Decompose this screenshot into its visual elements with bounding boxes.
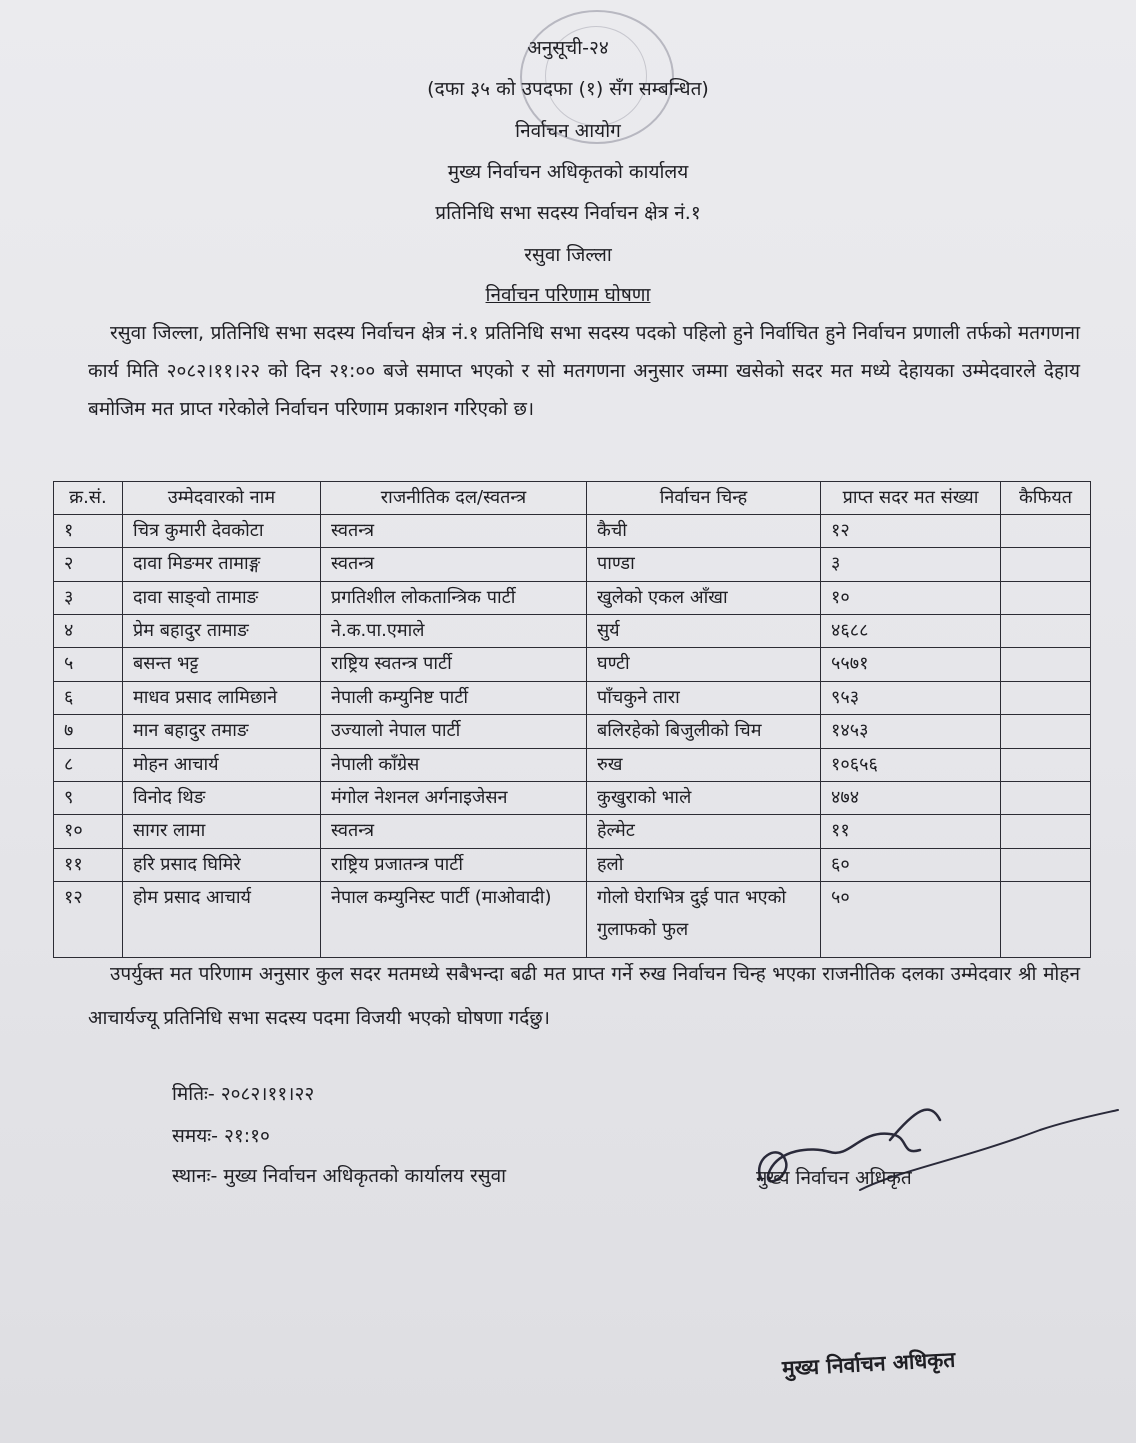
header-symbol: निर्वाचन चिन्ह bbox=[587, 482, 821, 515]
cell-sn: ६ bbox=[54, 681, 123, 714]
handwritten-signature bbox=[740, 1100, 1120, 1210]
table-row bbox=[54, 715, 1091, 748]
cell-remarks bbox=[1001, 882, 1091, 958]
cell-votes: १२ bbox=[821, 515, 1001, 548]
cell-votes: ११ bbox=[821, 815, 1001, 848]
header-votes: प्राप्त सदर मत संख्या bbox=[821, 482, 1001, 515]
cell-votes: ४७४ bbox=[821, 781, 1001, 814]
cell-party: राष्ट्रिय प्रजातन्त्र पार्टी bbox=[321, 848, 587, 881]
header-sn: क्र.सं. bbox=[54, 482, 123, 515]
schedule-number: अनुसूची-२४ bbox=[527, 37, 609, 59]
cell-sn: ५ bbox=[54, 648, 123, 681]
header-name: उम्मेदवारको नाम bbox=[123, 482, 321, 515]
cell-symbol: घण्टी bbox=[587, 648, 821, 681]
cell-remarks bbox=[1001, 515, 1091, 548]
cell-remarks bbox=[1001, 548, 1091, 581]
cell-remarks bbox=[1001, 848, 1091, 881]
cell-remarks bbox=[1001, 615, 1091, 648]
cell-party: ने.क.पा.एमाले bbox=[321, 615, 587, 648]
header-remarks: कैफियत bbox=[1001, 482, 1091, 515]
cell-sn: ११ bbox=[54, 848, 123, 881]
cell-remarks bbox=[1001, 681, 1091, 714]
table-row bbox=[54, 848, 1091, 881]
cell-name: दावा मिङमर तामाङ्ग bbox=[123, 548, 321, 581]
cell-remarks bbox=[1001, 781, 1091, 814]
cell-party: स्वतन्त्र bbox=[321, 548, 587, 581]
cell-name: माधव प्रसाद लामिछाने bbox=[123, 681, 321, 714]
cell-votes: ५५७१ bbox=[821, 648, 1001, 681]
cell-votes: १०६५६ bbox=[821, 748, 1001, 781]
cell-name: प्रेम बहादुर तामाङ bbox=[123, 615, 321, 648]
table-row bbox=[54, 615, 1091, 648]
cell-symbol: सुर्य bbox=[587, 615, 821, 648]
table-row bbox=[54, 581, 1091, 614]
table-row bbox=[54, 548, 1091, 581]
office-name: मुख्य निर्वाचन अधिकृतको कार्यालय bbox=[447, 161, 689, 183]
district-name: रसुवा जिल्ला bbox=[524, 244, 612, 266]
cell-remarks bbox=[1001, 581, 1091, 614]
cell-votes: १४५३ bbox=[821, 715, 1001, 748]
cell-name: चित्र कुमारी देवकोटा bbox=[123, 515, 321, 548]
section-reference: (दफा ३५ को उपदफा (१) सँग सम्बन्धित) bbox=[427, 78, 709, 100]
cell-party: स्वतन्त्र bbox=[321, 515, 587, 548]
cell-remarks bbox=[1001, 815, 1091, 848]
cell-symbol: पाँचकुने तारा bbox=[587, 681, 821, 714]
cell-sn: २ bbox=[54, 548, 123, 581]
cell-name: विनोद थिङ bbox=[123, 781, 321, 814]
cell-name: होम प्रसाद आचार्य bbox=[123, 882, 321, 958]
table-row bbox=[54, 748, 1091, 781]
cell-symbol: रुख bbox=[587, 748, 821, 781]
cell-sn: ९ bbox=[54, 781, 123, 814]
cell-remarks bbox=[1001, 748, 1091, 781]
cell-party: स्वतन्त्र bbox=[321, 815, 587, 848]
cell-symbol: हेल्मेट bbox=[587, 815, 821, 848]
cell-symbol: हलो bbox=[587, 848, 821, 881]
results-table bbox=[53, 481, 1091, 958]
header-party: राजनीतिक दल/स्वतन्त्र bbox=[321, 482, 587, 515]
table-row bbox=[54, 882, 1091, 958]
cell-name: मान बहादुर तमाङ bbox=[123, 715, 321, 748]
date-line: मितिः- २०८२।११।२२ bbox=[172, 1083, 315, 1105]
cell-votes: ५० bbox=[821, 882, 1001, 958]
cell-name: हरि प्रसाद घिमिरे bbox=[123, 848, 321, 881]
cell-symbol: बलिरहेको बिजुलीको चिम bbox=[587, 715, 821, 748]
cell-name: दावा साङ्वो तामाङ bbox=[123, 581, 321, 614]
commission-name: निर्वाचन आयोग bbox=[515, 120, 621, 142]
place-line: स्थानः- मुख्य निर्वाचन अधिकृतको कार्यालय रसुवा bbox=[172, 1165, 507, 1187]
cell-sn: १० bbox=[54, 815, 123, 848]
cell-party: उज्यालो नेपाल पार्टी bbox=[321, 715, 587, 748]
cell-symbol: पाण्डा bbox=[587, 548, 821, 581]
cell-votes: १० bbox=[821, 581, 1001, 614]
cell-sn: ४ bbox=[54, 615, 123, 648]
cell-remarks bbox=[1001, 715, 1091, 748]
table-header-row bbox=[54, 482, 1091, 515]
intro-paragraph: रसुवा जिल्ला, प्रतिनिधि सभा सदस्य निर्वाचन क्षेत्र नं.१ प्रतिनिधि सभा सदस्य पदको पहिलो हुने निर्वाचित हुने निर्वाचन प्रणाली तर्फको मतगणना कार्य मिति २०८२।११।२२ को दिन २१:०० बजे समाप्त भएको र सो मतगणना अनुसार जम्मा खसेको सदर मत मध्ये देहायका उम्मेदवारले देहाय बमोजिम मत प्राप्त गरेकोले निर्वाचन परिणाम प्रकाशन गरिएको छ। bbox=[88, 322, 1080, 420]
cell-party: नेपाली कम्युनिष्ट पार्टी bbox=[321, 681, 587, 714]
constituency-name: प्रतिनिधि सभा सदस्य निर्वाचन क्षेत्र नं.१ bbox=[435, 202, 701, 224]
cell-party: नेपाली काँग्रेस bbox=[321, 748, 587, 781]
cell-sn: ७ bbox=[54, 715, 123, 748]
cell-votes: ४६८८ bbox=[821, 615, 1001, 648]
time-line: समयः- २१:१० bbox=[172, 1125, 270, 1147]
cell-sn: १ bbox=[54, 515, 123, 548]
table-row bbox=[54, 648, 1091, 681]
cell-votes: ९५३ bbox=[821, 681, 1001, 714]
document-title: निर्वाचन परिणाम घोषणा bbox=[485, 284, 651, 306]
cell-symbol: कैची bbox=[587, 515, 821, 548]
cell-name: मोहन आचार्य bbox=[123, 748, 321, 781]
signature-title: मुख्य निर्वाचन अधिकृत bbox=[756, 1167, 912, 1189]
cell-sn: ३ bbox=[54, 581, 123, 614]
table-row bbox=[54, 515, 1091, 548]
cell-votes: ३ bbox=[821, 548, 1001, 581]
cell-symbol: खुलेको एकल आँखा bbox=[587, 581, 821, 614]
table-row bbox=[54, 781, 1091, 814]
conclusion-paragraph: उपर्युक्त मत परिणाम अनुसार कुल सदर मतमध्ये सबैभन्दा बढी मत प्राप्त गर्ने रुख निर्वाचन चिन्ह भएका राजनीतिक दलका उम्मेदवार श्री मोहन आचार्यज्यू प्रतिनिधि सभा सदस्य पदमा विजयी भएको घोषणा गर्दछु। bbox=[88, 963, 1080, 1029]
officer-stamp: मुख्य निर्वाचन अधिकृत bbox=[781, 1347, 956, 1381]
cell-party: प्रगतिशील लोकतान्त्रिक पार्टी bbox=[321, 581, 587, 614]
cell-sn: १२ bbox=[54, 882, 123, 958]
cell-symbol: गोलो घेराभित्र दुई पात भएको गुलाफको फुल bbox=[587, 882, 821, 958]
cell-sn: ८ bbox=[54, 748, 123, 781]
cell-name: सागर लामा bbox=[123, 815, 321, 848]
cell-name: बसन्त भट्ट bbox=[123, 648, 321, 681]
cell-votes: ६० bbox=[821, 848, 1001, 881]
table-row bbox=[54, 681, 1091, 714]
cell-party: मंगोल नेशनल अर्गनाइजेसन bbox=[321, 781, 587, 814]
cell-party: राष्ट्रिय स्वतन्त्र पार्टी bbox=[321, 648, 587, 681]
cell-symbol: कुखुराको भाले bbox=[587, 781, 821, 814]
cell-party: नेपाल कम्युनिस्ट पार्टी (माओवादी) bbox=[321, 882, 587, 958]
cell-remarks bbox=[1001, 648, 1091, 681]
table-row bbox=[54, 815, 1091, 848]
